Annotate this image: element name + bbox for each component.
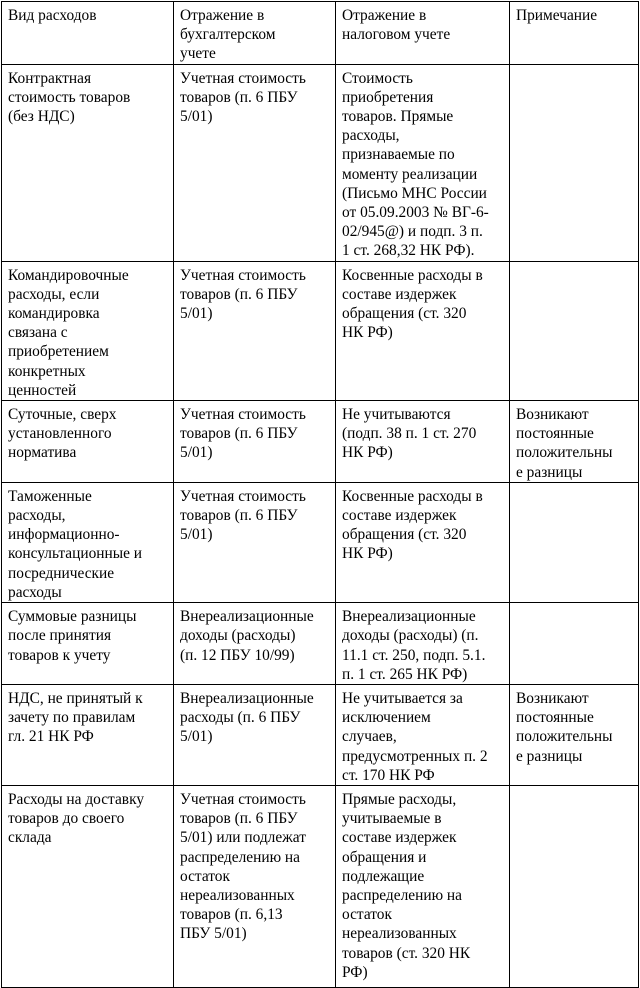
cell-accounting: Внереализационные доходы (расходы) (п. 12 ПБУ 10/99) (174, 603, 336, 685)
table-row (2, 603, 639, 685)
table-header-row (2, 2, 639, 65)
table-row (2, 482, 639, 602)
cell-accounting: Учетная стоимость товаров (п. 6 ПБУ 5/01) или подлежат распределению на остаток нереализованных товаров (п. 6,13 ПБУ 5/01) (174, 785, 336, 987)
cell-note (510, 603, 639, 685)
cell-tax: Косвенные расходы в составе издержек обращения (ст. 320 НК РФ) (336, 261, 510, 400)
cell-tax: Стоимость приобретения товаров. Прямые расходы, признаваемые по моменту реализации (Письмо МНС России от 05.09.2003 № ВГ-6- 02/945@) и подп. 3 п. 1 ст. 268,32 НК РФ). (336, 64, 510, 261)
header-accounting: Отражение в бухгалтерском учете (174, 2, 336, 65)
table-row (2, 401, 639, 483)
cell-tax: Прямые расходы, учитываемые в составе издержек обращения и подлежащие распределению на остаток нереализованных товаров (ст. 320 НК РФ) (336, 785, 510, 987)
expenses-table (1, 1, 639, 988)
cell-expense-type: Командировочные расходы, если командировка связана с приобретением конкретных ценностей (2, 261, 174, 400)
cell-accounting: Учетная стоимость товаров (п. 6 ПБУ 5/01) (174, 64, 336, 261)
cell-accounting: Учетная стоимость товаров (п. 6 ПБУ 5/01) (174, 261, 336, 400)
cell-expense-type: Таможенные расходы, информационно- консультационные и посреднические расходы (2, 482, 174, 602)
table-row (2, 785, 639, 987)
cell-note: Возникают постоянные положительны е разницы (510, 401, 639, 483)
cell-tax: Косвенные расходы в составе издержек обращения (ст. 320 НК РФ) (336, 482, 510, 602)
table-row (2, 684, 639, 785)
cell-note (510, 785, 639, 987)
header-expense-type: Вид расходов (2, 2, 174, 65)
header-note: Примечание (510, 2, 639, 65)
cell-expense-type: Расходы на доставку товаров до своего склада (2, 785, 174, 987)
cell-note (510, 482, 639, 602)
table-row (2, 261, 639, 400)
cell-accounting: Внереализационные расходы (п. 6 ПБУ 5/01) (174, 684, 336, 785)
cell-accounting: Учетная стоимость товаров (п. 6 ПБУ 5/01) (174, 482, 336, 602)
cell-expense-type: НДС, не принятый к зачету по правилам гл. 21 НК РФ (2, 684, 174, 785)
header-tax: Отражение в налоговом учете (336, 2, 510, 65)
cell-note (510, 261, 639, 400)
cell-expense-type: Суммовые разницы после принятия товаров к учету (2, 603, 174, 685)
cell-expense-type: Контрактная стоимость товаров (без НДС) (2, 64, 174, 261)
cell-note: Возникают постоянные положительны е разницы (510, 684, 639, 785)
cell-expense-type: Суточные, сверх установленного норматива (2, 401, 174, 483)
cell-note (510, 64, 639, 261)
table-row (2, 64, 639, 261)
cell-tax: Внереализационные доходы (расходы) (п. 11.1 ст. 250, подп. 5.1. п. 1 ст. 265 НК РФ) (336, 603, 510, 685)
cell-accounting: Учетная стоимость товаров (п. 6 ПБУ 5/01) (174, 401, 336, 483)
cell-tax: Не учитываются (подп. 38 п. 1 ст. 270 НК РФ) (336, 401, 510, 483)
cell-tax: Не учитывается за исключением случаев, предусмотренных п. 2 ст. 170 НК РФ (336, 684, 510, 785)
